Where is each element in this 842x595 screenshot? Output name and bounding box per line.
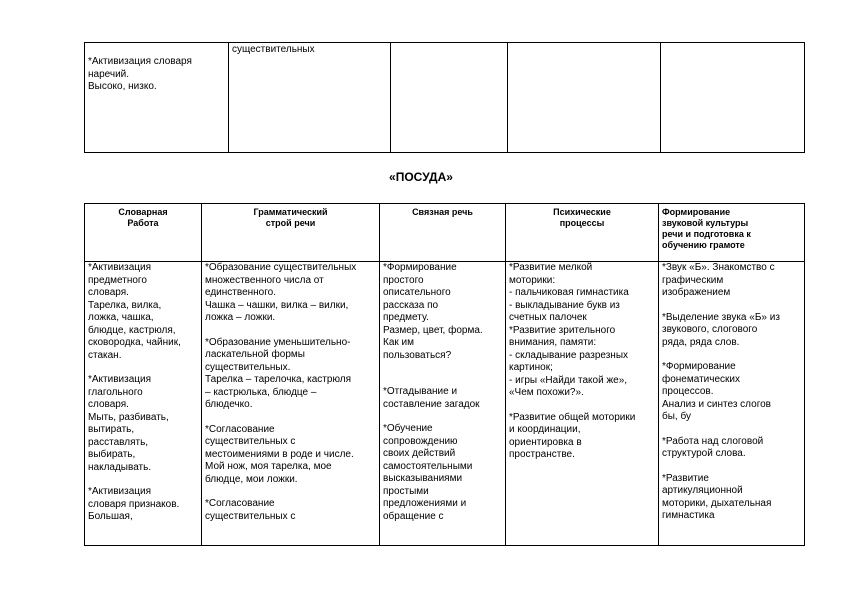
cell-line: артикуляционной (662, 485, 743, 496)
cell-line: бы, бу (662, 411, 691, 422)
main-table (84, 203, 805, 546)
cell-line: Мыть, разбивать, (88, 411, 169, 423)
cell-line: своих действий (383, 448, 456, 459)
header-sound-culture: Формирование звуковой культуры речи и подготовка к обучению грамоте (659, 204, 805, 262)
cell-grammar (202, 262, 380, 546)
cell-line: - выкладывание букв из (509, 299, 620, 311)
cell-line: *Образование существительных (205, 262, 357, 273)
cell-line: словаря. (88, 399, 129, 410)
cell-sound-culture (659, 262, 805, 546)
cell-line: ложка, чашка, (88, 312, 154, 323)
cell-line: структурой слова. (662, 448, 746, 459)
cell-line: *Формирование (383, 262, 457, 273)
header-row (85, 204, 805, 262)
top-cell-sound (661, 43, 805, 153)
cell-line: *Отгадывание и (383, 386, 458, 397)
cell-line: моторики, дыхательная (662, 497, 772, 509)
cell-line: *Развитие общей моторики (509, 411, 636, 423)
cell-line: существительных (232, 44, 315, 55)
top-cell-grammar (229, 43, 391, 153)
section-title: «ПОСУДА» (389, 170, 453, 184)
cell-line: *Активизация (88, 374, 151, 385)
cell-line: составление загадок (383, 398, 480, 410)
cell-line: и координации, (509, 424, 581, 435)
cell-line: Мой нож, моя тарелка, мое (205, 461, 332, 472)
cell-connected-speech (380, 262, 506, 546)
cell-line: вытирать, (88, 424, 135, 435)
cell-line: сковородка, чайник, (88, 337, 181, 348)
cell-line: Тарелка – тарелочка, кастрюля (205, 374, 351, 385)
cell-line: рассказа по (383, 299, 439, 311)
top-cell-mental (508, 43, 661, 153)
cell-gap (383, 362, 502, 374)
content-row (85, 262, 805, 546)
cell-line: *Развитие мелкой (509, 262, 593, 273)
cell-line: описательного (383, 287, 451, 298)
cell-line: Как им (383, 337, 415, 348)
cell-line: изображением (662, 287, 731, 298)
header-grammar: Грамматический строй речи (202, 204, 380, 262)
cell-gap (88, 474, 198, 486)
top-table (84, 42, 805, 153)
cell-line: расставлять, (88, 436, 149, 448)
cell-line: глагольного (88, 386, 143, 398)
cell-line: Анализ и синтез слогов (662, 398, 771, 410)
cell-line: *Развитие зрительного (509, 324, 616, 336)
header-connected-speech: Связная речь (380, 204, 506, 262)
cell-line: пользоваться? (383, 349, 452, 361)
cell-line: - пальчиковая гимнастика (509, 287, 629, 298)
cell-line: *Формирование (662, 361, 736, 372)
cell-line: наречий. (88, 68, 130, 80)
cell-gap (205, 412, 376, 424)
cell-line: существительных с (205, 436, 296, 447)
cell-gap (88, 44, 225, 56)
cell-line: *Работа над слоговой (662, 435, 764, 447)
cell-line: *Развитие (662, 472, 709, 484)
cell-line: стакан. (88, 349, 122, 361)
cell-line: ряда, ряда слов. (662, 336, 740, 348)
cell-line: *Согласование (205, 498, 275, 509)
cell-line: высказываниями (383, 473, 463, 484)
cell-line: блюдце, мои ложки. (205, 473, 298, 485)
cell-line: гимнастика (662, 510, 715, 521)
cell-line: ложка – ложки. (205, 312, 276, 323)
cell-line: предмету. (383, 312, 429, 323)
cell-gap (205, 486, 376, 498)
cell-line: *Активизация словаря (88, 56, 192, 67)
cell-line: внимания, памяти: (509, 337, 597, 348)
cell-line: *Согласование (205, 423, 275, 435)
cell-line: сопровождению (383, 435, 458, 447)
cell-line: Размер, цвет, форма. (383, 324, 483, 336)
cell-line: *Активизация (88, 486, 151, 497)
cell-line: процессов. (662, 386, 714, 397)
cell-gap (662, 424, 801, 436)
cell-gap (662, 300, 801, 312)
cell-line: пространстве. (509, 449, 575, 460)
cell-line: фонематических (662, 373, 740, 385)
cell-line: *Звук «Б». Знакомство с (662, 262, 775, 273)
cell-line: ласкательной формы (205, 349, 305, 360)
cell-gap (205, 325, 376, 337)
cell-line: блюдечко. (205, 399, 253, 410)
cell-line: *Образование уменьшительно- (205, 336, 351, 348)
cell-line: накладывать. (88, 461, 152, 473)
cell-line: - игры «Найди такой же», (509, 374, 628, 386)
cell-line: звукового, слогового (662, 324, 758, 335)
cell-line: предложениями и (383, 498, 467, 509)
cell-line: Высоко, низко. (88, 81, 157, 92)
top-cell-speech (391, 43, 508, 153)
cell-line: Чашка – чашки, вилка – вилки, (205, 299, 349, 311)
cell-gap (88, 362, 198, 374)
cell-line: «Чем похожи?». (509, 387, 584, 398)
cell-line: - складывание разрезных (509, 349, 629, 361)
cell-line: счетных палочек (509, 312, 587, 323)
cell-line: существительных. (205, 361, 291, 373)
cell-line: *Обучение (383, 423, 433, 434)
cell-line: блюдце, кастрюля, (88, 324, 176, 336)
cell-line: – кастрюлька, блюдце – (205, 386, 317, 398)
cell-line: предметного (88, 274, 147, 286)
header-vocabulary: Словарная Работа (85, 204, 202, 262)
cell-line: простыми (383, 485, 429, 497)
top-table-row (85, 43, 805, 153)
cell-line: *Выделение звука «Б» из (662, 311, 780, 323)
top-cell-vocabulary (85, 43, 229, 153)
cell-line: выбирать, (88, 449, 136, 460)
cell-line: Тарелка, вилка, (88, 299, 162, 311)
cell-line: словаря. (88, 287, 129, 298)
cell-line: простого (383, 274, 424, 286)
cell-line: существительных с (205, 510, 296, 522)
cell-line: *Активизация (88, 262, 151, 273)
cell-line: местоимениями в роде и числе. (205, 448, 354, 460)
cell-line: ориентировка в (509, 436, 582, 448)
cell-gap (509, 400, 655, 412)
cell-line: самостоятельными (383, 460, 473, 472)
cell-mental-processes (506, 262, 659, 546)
cell-line: словаря признаков. (88, 498, 180, 510)
cell-line: обращение с (383, 510, 444, 522)
cell-gap (383, 374, 502, 386)
cell-line: множественного числа от (205, 274, 324, 286)
cell-vocabulary (85, 262, 202, 546)
header-mental-processes: Психические процессы (506, 204, 659, 262)
cell-gap (662, 349, 801, 361)
cell-line: картинок; (509, 362, 553, 373)
cell-line: единственного. (205, 287, 277, 298)
cell-line: Большая, (88, 511, 133, 522)
cell-line: моторики: (509, 274, 556, 286)
cell-gap (662, 461, 801, 473)
cell-line: графическим (662, 274, 724, 286)
cell-gap (383, 411, 502, 423)
